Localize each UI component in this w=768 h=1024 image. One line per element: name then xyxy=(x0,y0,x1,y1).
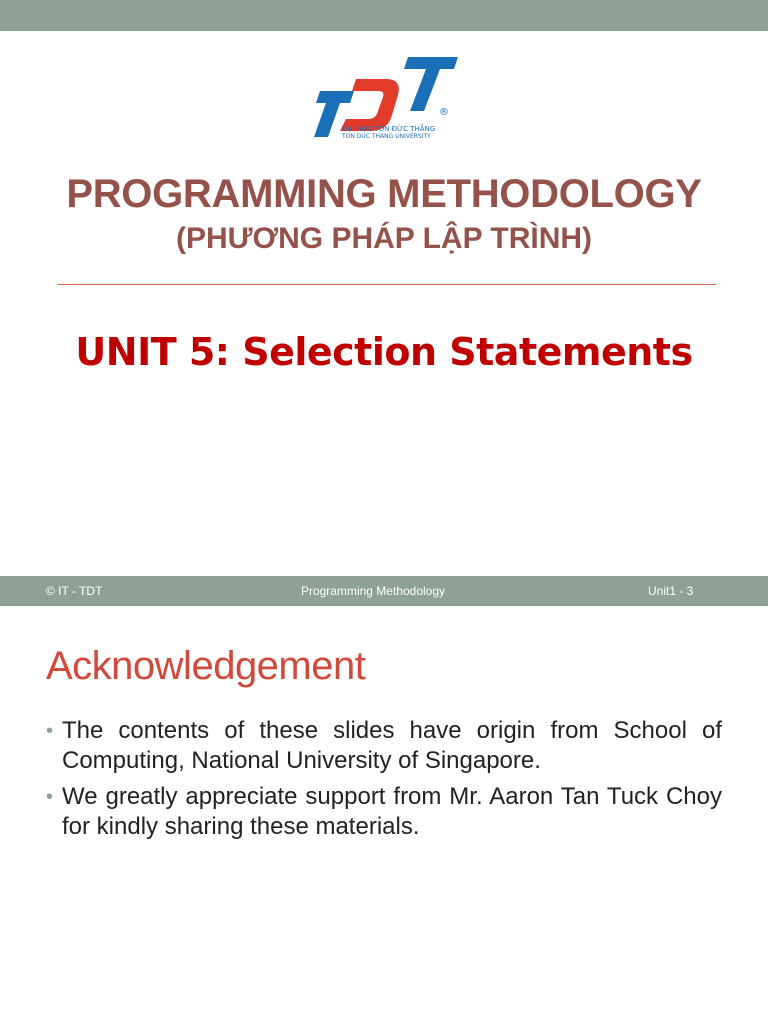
bullet-icon: • xyxy=(46,786,54,808)
footer-course-name: Programming Methodology xyxy=(300,584,446,598)
bullet-icon: • xyxy=(46,720,54,742)
bullet-text: We greatly appreciate support from Mr. Aaron Tan Tuck Choy for kindly sharing these materials. xyxy=(62,783,722,840)
footer-page-number: Unit1 - 3 xyxy=(648,584,694,598)
bullet-list xyxy=(46,716,722,848)
footer-copyright: © IT - TDT xyxy=(46,584,103,598)
registered-mark: ® xyxy=(439,107,449,118)
slide-title: Acknowledgement xyxy=(46,644,366,688)
bullet-text: The contents of these slides have origin from School of Computing, National University of Singapore. xyxy=(62,717,722,774)
course-subtitle: (PHƯƠNG PHÁP LẬP TRÌNH) xyxy=(175,222,593,255)
slide-footer xyxy=(0,576,768,606)
tdt-university-logo xyxy=(308,55,460,141)
course-title: PROGRAMMING METHODOLOGY xyxy=(66,172,702,216)
unit-title: UNIT 5: Selection Statements xyxy=(75,330,693,374)
acknowledgement-slide xyxy=(0,606,768,1024)
title-slide xyxy=(0,31,768,576)
bullet-item xyxy=(46,716,722,776)
top-bar xyxy=(0,0,768,31)
logo-name-vi: ĐẠI HỌC TÔN ĐỨC THẮNG xyxy=(342,125,436,133)
logo-name-en: TON DUC THANG UNIVERSITY xyxy=(342,133,431,140)
bullet-item xyxy=(46,782,722,842)
title-divider xyxy=(58,284,716,285)
